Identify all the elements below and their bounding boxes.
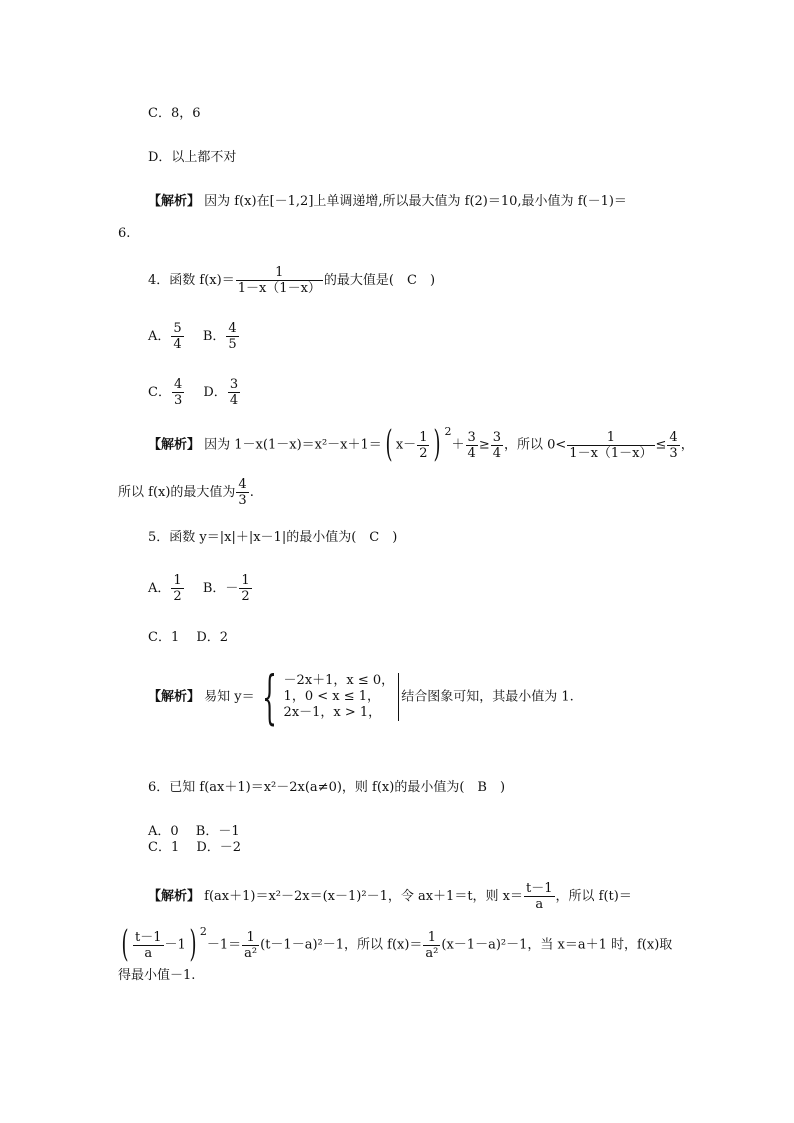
option-a-fraction — [171, 574, 183, 603]
exponent: 2 — [199, 924, 207, 938]
analysis-label: 【解析】 — [148, 689, 201, 705]
q4-stem — [148, 266, 435, 295]
q4-stem-prefix: 4．函数 f(x)＝ — [148, 273, 235, 288]
q5-stem: 5．函数 y＝|x|＋|x－1|的最小值为( C ) — [148, 530, 398, 545]
fraction-numerator: 3 — [229, 377, 239, 392]
right-paren: ) — [189, 924, 197, 965]
fraction-numerator: 5 — [173, 321, 182, 336]
t-fraction — [133, 931, 164, 960]
case-2: 1，0 < x ≤ 1， — [283, 689, 381, 704]
q4-analysis-line2 — [118, 478, 254, 507]
four-thirds-fraction — [667, 431, 679, 460]
option-b-fraction — [239, 574, 251, 603]
inv-a2-fraction-2 — [423, 931, 440, 960]
analysis-label: 【解析】 — [148, 437, 201, 453]
fraction-denominator: 2 — [173, 589, 182, 604]
geq-sign: ≥ — [478, 437, 490, 453]
fraction-numerator: 3 — [492, 429, 501, 445]
fraction-numerator: 4 — [238, 477, 247, 492]
fraction-denominator: 2 — [419, 445, 428, 461]
analysis-text: 因为 f(x)在[－1,2]上单调递增,所以最大值为 f(2)＝10,最小值为 f(－1)＝ — [204, 194, 627, 209]
q4-stem-suffix: 的最大值是( C ) — [323, 273, 436, 288]
analysis-text: (x－1－a)²－1，当 x＝a＋1 时，f(x)取 — [441, 937, 673, 953]
fraction-numerator: 1 — [423, 931, 440, 946]
piecewise-cases — [284, 673, 395, 721]
analysis-text: 结合图象可知，其最小值为 1. — [401, 689, 574, 705]
fraction-numerator: 1 — [419, 429, 428, 445]
fraction-numerator: 1 — [567, 431, 654, 446]
q4-options-ab — [148, 322, 240, 351]
paren-inner: x－ — [395, 437, 417, 453]
fraction-numerator: 1 — [242, 931, 259, 946]
analysis-text: ，所以 0< — [504, 437, 567, 453]
q6-analysis-line1 — [148, 882, 632, 911]
q3-option-d: D．以上都不对 — [148, 150, 237, 165]
fraction-numerator: 3 — [467, 429, 476, 445]
fraction-denominator: 1－x（1－x） — [237, 281, 321, 296]
option-a-fraction — [171, 322, 183, 351]
analysis-text: 易知 y＝ — [204, 689, 255, 705]
exponent: 2 — [444, 424, 452, 438]
option-c-label: C． — [148, 385, 171, 400]
fraction-denominator: a — [535, 897, 544, 912]
q5-options-ab — [148, 574, 253, 603]
option-d-fraction — [228, 378, 240, 407]
q3-option-c: C．8，6 — [148, 106, 201, 121]
reciprocal-fraction — [567, 431, 654, 460]
fraction-denominator: 4 — [229, 393, 239, 408]
q4-stem-fraction — [236, 266, 323, 295]
option-d-label: D． — [203, 385, 227, 400]
q6-options-ab-line: A．0 B．－1 — [148, 824, 240, 839]
fraction-numerator: 1 — [173, 573, 182, 588]
fraction-denominator: 1－x（1－x） — [569, 445, 653, 461]
left-paren: ( — [121, 924, 129, 965]
inv-a2-fraction — [242, 931, 259, 960]
fraction-denominator: a — [144, 945, 153, 961]
plus-sign: ＋ — [451, 437, 465, 453]
right-bar — [398, 673, 399, 721]
fraction-numerator: t－1 — [135, 929, 162, 945]
fraction-denominator: a² — [425, 945, 439, 961]
option-b-fraction — [226, 322, 238, 351]
minus-one: －1 — [164, 937, 186, 953]
option-b-label: B．－ — [202, 581, 239, 596]
q4-analysis-line1 — [148, 424, 694, 465]
fraction-denominator: 4 — [492, 445, 501, 461]
left-brace: { — [261, 663, 277, 731]
fraction-denominator: 4 — [467, 445, 476, 461]
fraction-numerator: 1 — [241, 573, 250, 588]
answer-fraction — [236, 478, 248, 507]
option-b-label: B． — [202, 329, 226, 344]
fraction-denominator: 5 — [228, 337, 237, 352]
fraction-denominator: 3 — [173, 393, 183, 408]
analysis-text: －1＝ — [206, 937, 242, 953]
q3-analysis-line1 — [148, 194, 627, 210]
fraction-denominator: 3 — [669, 445, 678, 461]
q6-stem: 6．已知 f(ax＋1)＝x²－2x(a≠0)，则 f(x)的最小值为( B ) — [148, 780, 506, 795]
analysis-text: 所以 f(x)的最大值为 — [118, 485, 236, 500]
analysis-label: 【解析】 — [148, 194, 201, 209]
case-1: －2x＋1，x ≤ 0， — [283, 673, 395, 688]
three-quarters-fraction-2 — [491, 431, 503, 460]
fraction-numerator: 4 — [669, 429, 678, 445]
analysis-text: (t－1－a)²－1，所以 f(x)＝ — [260, 937, 423, 953]
fraction-denominator: 3 — [238, 493, 247, 508]
fraction-denominator: 2 — [241, 589, 250, 604]
option-c-fraction — [172, 378, 184, 407]
fraction-numerator: 1 — [236, 266, 323, 281]
period: . — [249, 485, 254, 500]
fraction-numerator: t－1 — [526, 881, 553, 896]
analysis-text: ，所以 f(t)＝ — [555, 889, 632, 904]
comma: ， — [680, 437, 694, 453]
option-a-label: A． — [148, 581, 171, 596]
left-paren: ( — [385, 424, 393, 465]
q5-analysis — [148, 663, 574, 731]
case-3: 2x－1，x > 1， — [283, 705, 382, 720]
q6-analysis-line2 — [118, 924, 673, 965]
fraction-denominator: a² — [244, 945, 258, 961]
fraction-denominator: 4 — [173, 337, 182, 352]
q4-options-cd — [148, 378, 241, 407]
analysis-label: 【解析】 — [148, 889, 201, 904]
fraction-numerator: 4 — [228, 321, 237, 336]
q6-options-cd-line: C．1 D．－2 — [148, 840, 242, 855]
x-fraction — [524, 882, 555, 911]
leq-sign: ≤ — [655, 437, 667, 453]
q3-analysis-line2: 6. — [118, 226, 131, 241]
fraction-numerator: 4 — [173, 377, 183, 392]
three-quarters-fraction — [466, 431, 478, 460]
q5-options-cd: C．1 D．2 — [148, 630, 229, 645]
q6-analysis-line3: 得最小值－1. — [118, 968, 196, 983]
analysis-text: f(ax＋1)＝x²－2x＝(x－1)²－1，令 ax＋1＝t，则 x＝ — [204, 889, 524, 904]
analysis-text: 因为 1－x(1－x)＝x²－x＋1＝ — [204, 437, 382, 453]
option-a-label: A． — [148, 329, 171, 344]
half-fraction — [417, 431, 429, 460]
right-paren: ) — [433, 424, 442, 465]
